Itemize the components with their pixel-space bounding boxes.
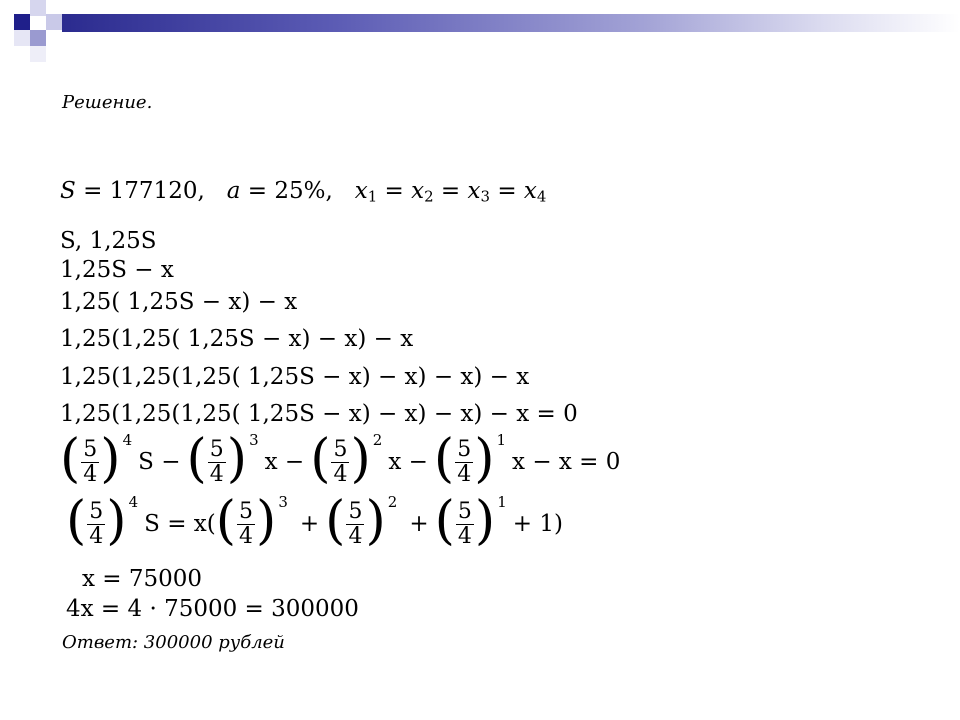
exponent: 1	[496, 430, 507, 449]
fraction-group: ( $\frac{5}{4}$ )	[186, 429, 248, 489]
exponent: 3	[249, 430, 259, 449]
exponent: 4	[128, 492, 139, 511]
result-total: 4x = 4 · 75000 = 300000	[66, 596, 359, 622]
exponent: 4	[122, 430, 133, 449]
frac-den: 4	[348, 523, 363, 549]
decor-square-mid	[30, 30, 46, 46]
decor-square-light	[30, 0, 46, 16]
term: x −	[264, 448, 305, 475]
eq-sign: =	[377, 178, 412, 204]
decor-square-dark	[14, 14, 30, 30]
frac-den: 4	[83, 461, 98, 487]
exponent: 2	[372, 430, 383, 449]
decor-square-light	[46, 14, 62, 30]
result-x: x = 75000	[82, 566, 203, 592]
frac-den: 4	[89, 523, 104, 549]
decor-square-light	[14, 30, 30, 46]
plus-sign: +	[299, 510, 320, 537]
frac-num: 5	[89, 499, 104, 525]
frac-num: 5	[209, 437, 224, 463]
answer: Ответ: 300000 рублей	[62, 632, 285, 653]
a-value: = 25%,	[240, 178, 333, 204]
frac-num: 5	[457, 437, 472, 463]
sub-3: 3	[480, 187, 491, 206]
tail: + 1)	[512, 510, 563, 537]
step-line-4: 1,25(1,25( 1,25S − x) − x) − x	[60, 326, 414, 352]
var-x1: x	[354, 178, 368, 204]
term: x − x = 0	[512, 448, 621, 475]
eq-sign: =	[433, 178, 468, 204]
frac-den: 4	[239, 523, 254, 549]
given-values	[60, 180, 546, 205]
lhs: S = x(	[144, 510, 216, 537]
frac-num: 5	[83, 437, 98, 463]
exponent: 1	[497, 492, 507, 511]
step-line-3: 1,25( 1,25S − x) − x	[60, 289, 298, 315]
var-a: a	[226, 178, 241, 204]
frac-num: 5	[348, 499, 363, 525]
s-value: = 177120,	[75, 178, 205, 204]
fraction-group: ( $\frac{5}{4}$ )	[60, 429, 121, 489]
exponent: 2	[387, 492, 398, 511]
frac-den: 4	[209, 461, 224, 487]
fraction-group: ( $\frac{5}{4}$ )	[215, 491, 277, 551]
step-line-2: 1,25S − x	[60, 257, 174, 283]
frac-num: 5	[457, 499, 472, 525]
exponent: 3	[278, 492, 288, 511]
frac-num: 5	[239, 499, 254, 525]
term: x −	[388, 448, 428, 475]
sub-1: 1	[367, 187, 378, 206]
step-line-6: 1,25(1,25(1,25( 1,25S − x) − x) − x) − x = 0	[60, 401, 578, 427]
fraction-group: ( $\frac{5}{4}$ )	[310, 429, 371, 489]
frac-num: 5	[333, 437, 348, 463]
fraction-group: ( $\frac{5}{4}$ )	[66, 491, 127, 551]
frac-den: 4	[457, 461, 472, 487]
solution-heading: Решение.	[62, 92, 153, 113]
plus-sign: +	[409, 510, 429, 537]
sub-4: 4	[536, 187, 547, 206]
step-line-5: 1,25(1,25(1,25( 1,25S − x) − x) − x) − x	[60, 364, 530, 390]
eq-sign: =	[490, 178, 524, 204]
var-s: S	[60, 178, 76, 204]
var-x2: x	[411, 178, 425, 204]
decor-square-faint	[30, 46, 46, 62]
frac-den: 4	[457, 523, 472, 549]
step-line-1: S, 1,25S	[60, 228, 157, 254]
term: S −	[138, 448, 181, 475]
header-gradient-band	[62, 14, 960, 32]
fraction-group: ( $\frac{5}{4}$ )	[434, 491, 496, 551]
fraction-group: ( $\frac{5}{4}$ )	[433, 429, 495, 489]
var-x3: x	[467, 178, 481, 204]
equation-powers	[60, 429, 621, 489]
var-x4: x	[523, 178, 537, 204]
fraction-group: ( $\frac{5}{4}$ )	[325, 491, 386, 551]
frac-den: 4	[333, 461, 348, 487]
sub-2: 2	[424, 187, 434, 206]
equation-factored	[66, 491, 563, 551]
